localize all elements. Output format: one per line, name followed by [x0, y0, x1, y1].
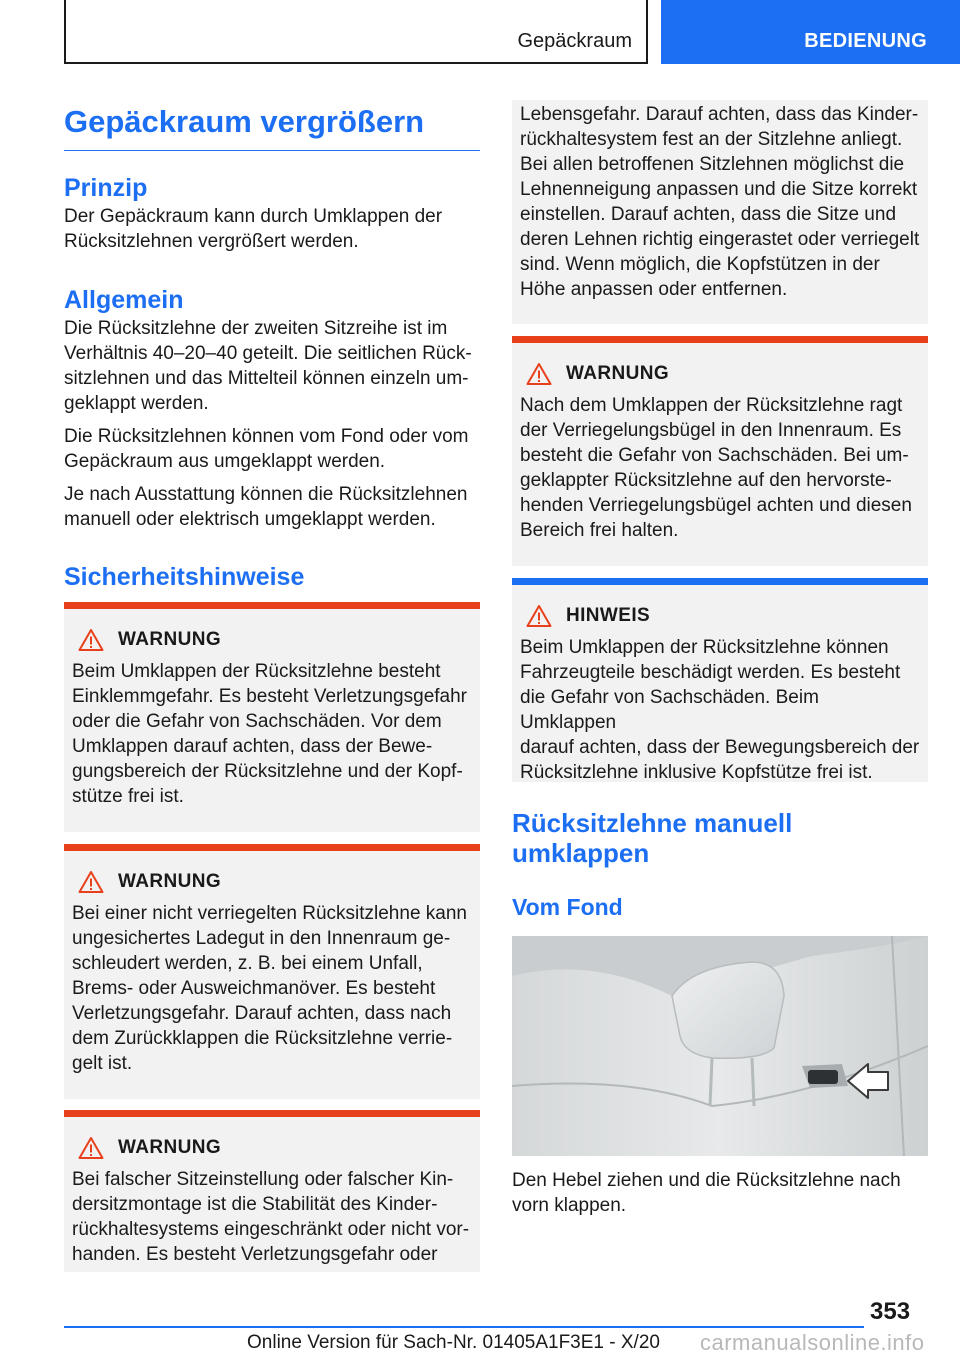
section-manuell: [512, 808, 928, 868]
paragraph-line: geklappt werden.: [64, 393, 209, 414]
notice-line: darauf achten, dass der Bewegungsbereich der: [520, 737, 920, 758]
warning-bar: [64, 1110, 480, 1117]
notice-line: Beim Umklappen der Rücksitzlehne können: [520, 637, 889, 658]
paragraph-line: Der Gepäckraum kann durch Umklappen der: [64, 206, 443, 227]
notice-box: [512, 578, 928, 782]
paragraph-line: Rücksitzlehnen vergrößert werden.: [64, 231, 359, 252]
paragraph-line: Je nach Ausstattung können die Rücksitzlehnen: [64, 484, 468, 505]
header-chapter-tab: [661, 0, 960, 64]
warning-line: stütze frei ist.: [72, 786, 184, 807]
warning-box: [64, 844, 480, 1099]
warning-box-continued: [512, 100, 928, 324]
notice-line: die Gefahr von Sachschäden. Beim Umklappen: [520, 687, 819, 733]
subheading-vom-fond: Vom Fond: [512, 894, 623, 920]
warning-line: Bei falscher Sitzeinstellung oder falscher Kin‐: [72, 1169, 454, 1190]
warning-line: Verletzungsgefahr. Darauf achten, dass nach: [72, 1003, 452, 1024]
warning-triangle-icon: [526, 362, 552, 386]
warning-line: der Verriegelungsbügel in den Innenraum. Es: [520, 420, 902, 441]
footer-divider: [64, 1326, 864, 1328]
notice-line: Rücksitzlehne inklusive Kopfstütze frei ist.: [520, 762, 873, 783]
page-number: 353: [870, 1298, 911, 1325]
warning-line: Nach dem Umklappen der Rücksitzlehne ragt: [520, 395, 903, 416]
heading-manuell-line1: Rücksitzlehne manuell: [512, 808, 793, 838]
rear-seat-illustration: [512, 936, 928, 1156]
header-section-tab: [64, 0, 648, 64]
warning-line: dem Zurückklappen die Rücksitzlehne verrie‐: [72, 1028, 453, 1049]
warning-box: [64, 1110, 480, 1272]
warning-line: Einklemmgefahr. Es besteht Verletzungsgefahr: [72, 686, 468, 707]
warning-box: [64, 602, 480, 832]
warning-line: Beim Umklappen der Rücksitzlehne besteht: [72, 661, 441, 682]
paragraph-line: manuell oder elektrisch umgeklappt werden.: [64, 509, 436, 530]
warning-box: [512, 336, 928, 566]
warning-line: sind. Wenn möglich, die Kopfstützen in der: [520, 254, 880, 275]
warning-line: Bei allen betroffenen Sitzlehnen möglichst die: [520, 154, 905, 175]
warning-line: Bereich frei halten.: [520, 520, 679, 541]
caption-line: vorn klappen.: [512, 1195, 627, 1216]
warning-bar: [512, 336, 928, 343]
heading-prinzip: Prinzip: [64, 174, 148, 202]
notice-line: Fahrzeugteile beschädigt werden. Es besteht: [520, 662, 901, 683]
warning-bar: [64, 844, 480, 851]
seat-photo: [512, 936, 928, 1156]
warning-line: dersitzmontage ist die Stabilität des Kinder‐: [72, 1194, 438, 1215]
warning-line: geklappter Rücksitzlehne auf den hervorste‐: [520, 470, 892, 491]
warning-line: deren Lehnen richtig eingerastet oder verriegelt: [520, 229, 920, 250]
photo-caption: [512, 1168, 928, 1218]
heading-allgemein: Allgemein: [64, 286, 184, 314]
warning-line: rückhaltesystem fest an der Sitzlehne anliegt.: [520, 129, 903, 150]
heading-manuell-line2: umklappen: [512, 838, 650, 868]
warning-line: einstellen. Darauf achten, dass die Sitze und: [520, 204, 897, 225]
notice-bar: [512, 578, 928, 585]
warning-title: WARNUNG: [566, 363, 670, 384]
warning-triangle-icon: [526, 604, 552, 628]
warning-line: gelt ist.: [72, 1053, 133, 1074]
watermark: carmanualsonline.info: [700, 1330, 925, 1355]
warning-title: WARNUNG: [118, 1137, 222, 1158]
warning-line: besteht die Gefahr von Sachschäden. Bei um‐: [520, 445, 909, 466]
paragraph-line: Die Rücksitzlehnen können vom Fond oder vom: [64, 426, 469, 447]
page-title: Gepäckraum vergrößern: [64, 100, 480, 151]
warning-bar: [64, 602, 480, 609]
paragraph-line: sitzlehnen und das Mittelteil können einzeln um‐: [64, 368, 469, 389]
warning-line: henden Verriegelungsbügel achten und diesen: [520, 495, 912, 516]
warning-triangle-icon: [78, 870, 104, 894]
warning-line: Brems- oder Ausweichmanöver. Es besteht: [72, 978, 436, 999]
notice-title: HINWEIS: [566, 605, 651, 626]
warning-line: Bei einer nicht verriegelten Rücksitzlehne kann: [72, 903, 467, 924]
caption-line: Den Hebel ziehen und die Rücksitzlehne nach: [512, 1170, 901, 1191]
paragraph-line: Verhältnis 40–20–40 geteilt. Die seitlichen Rück‐: [64, 343, 472, 364]
warning-line: schleudert werden, z. B. bei einem Unfall,: [72, 953, 423, 974]
warning-triangle-icon: [78, 1136, 104, 1160]
section-prinzip: [64, 172, 480, 254]
warning-line: gungsbereich der Rücksitzlehne und der Kopf‐: [72, 761, 463, 782]
warning-line: Lehnenneigung anpassen und die Sitze korrekt: [520, 179, 918, 200]
warning-line: ungesichertes Ladegut in den Innenraum ge‐: [72, 928, 451, 949]
warning-line: oder die Gefahr von Sachschäden. Vor dem: [72, 711, 442, 732]
section-label: Gepäckraum: [517, 30, 632, 52]
warning-line: Umklappen darauf achten, dass der Bewe‐: [72, 736, 433, 757]
section-allgemein: [64, 284, 484, 532]
warning-title: WARNUNG: [118, 629, 222, 650]
footer-version-text: Online Version für Sach-Nr. 01405A1F3E1 - X/20: [247, 1332, 660, 1353]
warning-line: rückhaltesystems eingeschränkt oder nicht vor‐: [72, 1219, 470, 1240]
warning-line: handen. Es besteht Verletzungsgefahr oder: [72, 1244, 438, 1265]
warning-line: Höhe anpassen oder entfernen.: [520, 279, 788, 300]
paragraph-line: Die Rücksitzlehne der zweiten Sitzreihe ist im: [64, 318, 448, 339]
warning-triangle-icon: [78, 628, 104, 652]
heading-sicherheitshinweise: Sicherheitshinweise: [64, 563, 305, 591]
chapter-label: BEDIENUNG: [804, 30, 927, 52]
warning-title: WARNUNG: [118, 871, 222, 892]
paragraph-line: Gepäckraum aus umgeklappt werden.: [64, 451, 386, 472]
warning-line: Lebensgefahr. Darauf achten, dass das Kinder‐: [520, 104, 919, 125]
